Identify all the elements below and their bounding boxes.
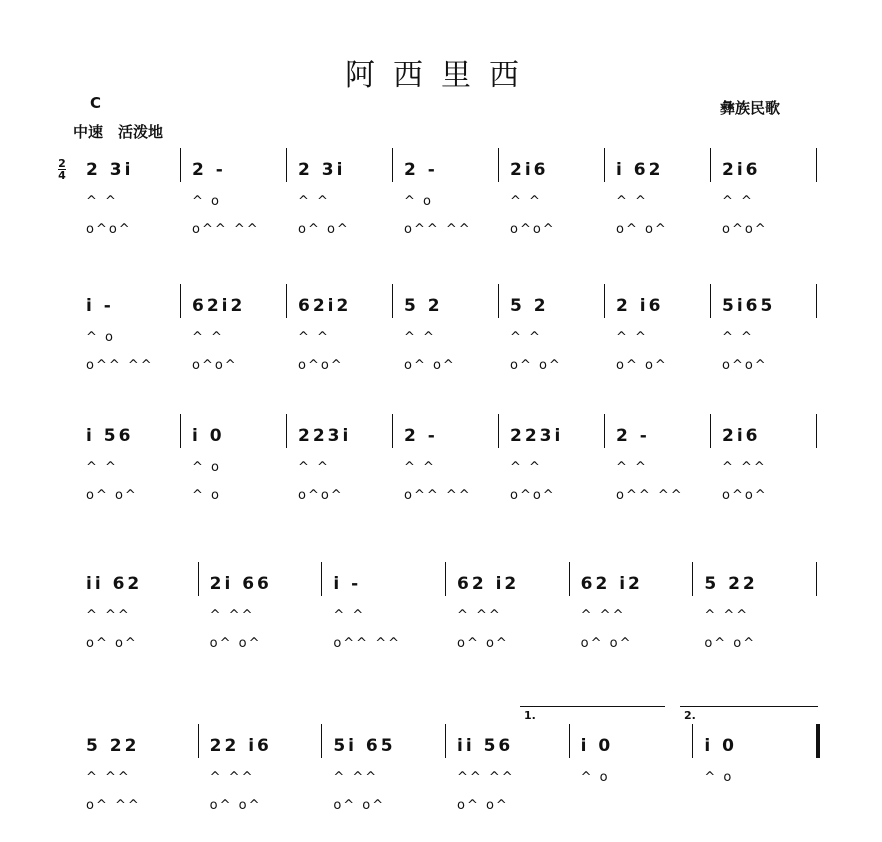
score-system [0, 296, 882, 376]
volta-label: 1. [524, 709, 536, 722]
measure-notes: 2i6 [510, 160, 549, 180]
articulation-row: ^ o [192, 194, 221, 209]
measure-notes: 2 - [616, 426, 650, 446]
barline [498, 414, 499, 448]
articulation-row: ^ ^^ [333, 770, 379, 785]
time-signature [58, 158, 66, 181]
articulation-row: ^ ^ [192, 330, 224, 345]
articulation-row: ^ ^ [333, 608, 366, 623]
articulation-row: ^ ^^ [209, 770, 255, 785]
barline [604, 284, 605, 318]
volta-label: 2. [684, 709, 696, 722]
time-signature-top: 2 [58, 157, 66, 170]
articulation-row: ^ ^^ [457, 608, 502, 623]
measure-notes: 22 i6 [209, 736, 272, 756]
barline [569, 724, 570, 758]
measure-notes: 2i6 [722, 160, 761, 180]
bowing-row: o^o^ [192, 358, 238, 373]
barline [180, 284, 181, 318]
bowing-row: o^^ ^^ [333, 636, 401, 651]
barline [692, 562, 693, 596]
bowing-row: o^o^ [510, 488, 556, 503]
measure-notes: 2 - [404, 160, 438, 180]
articulation-row: ^ ^ [616, 330, 648, 345]
articulation-row: ^ o [192, 460, 221, 475]
bowing-row: o^o^ [722, 222, 768, 237]
bowing-row: o^^ ^^ [616, 488, 684, 503]
articulation-row: ^ ^ [298, 194, 330, 209]
articulation-row: ^ o [404, 194, 433, 209]
articulation-row: ^ ^^ [580, 608, 626, 623]
articulation-row: ^ ^ [86, 460, 118, 475]
barline [286, 148, 287, 182]
articulation-row: ^ ^ [298, 330, 330, 345]
barline [604, 148, 605, 182]
barline [286, 284, 287, 318]
bowing-row: o^^ ^^ [192, 222, 260, 237]
volta-bracket [680, 706, 818, 721]
measure-notes: 2i6 [722, 426, 761, 446]
measure-notes: 2 - [404, 426, 438, 446]
barline [604, 414, 605, 448]
barline [816, 148, 817, 182]
measure-notes: 5 22 [86, 736, 140, 756]
bowing-row: o^ ^^ [86, 798, 141, 813]
bowing-row: o^^ ^^ [404, 488, 472, 503]
articulation-row: ^ ^^ [86, 770, 131, 785]
measure-notes: i 0 [704, 736, 737, 756]
key-signature: C [90, 94, 102, 112]
barline [321, 562, 322, 596]
bowing-row: o^ o^ [510, 358, 562, 373]
barline [198, 562, 199, 596]
articulation-row: ^ ^^ [722, 460, 767, 475]
articulation-row: ^ ^ [510, 194, 542, 209]
bowing-row: o^ o^ [86, 488, 138, 503]
articulation-row: ^ ^ [722, 194, 754, 209]
articulation-row: ^ ^ [86, 194, 118, 209]
barline [180, 148, 181, 182]
barline [710, 148, 711, 182]
measure-notes: 5 2 [404, 296, 443, 316]
bowing-row: ^ o [192, 488, 221, 503]
volta-bracket [520, 706, 665, 721]
bowing-row: o^ o^ [298, 222, 350, 237]
barline [816, 724, 820, 758]
measure-notes: i 0 [580, 736, 614, 756]
measure-notes: i - [86, 296, 114, 316]
bowing-row: o^o^ [298, 488, 344, 503]
measure-notes: 2 i6 [616, 296, 664, 316]
articulation-row: ^ ^ [722, 330, 754, 345]
measure-notes: 62 i2 [457, 574, 520, 594]
bowing-row: o^o^ [722, 488, 768, 503]
score-system [0, 426, 882, 506]
articulation-row: ^ ^^ [704, 608, 750, 623]
measure-notes: 223i [298, 426, 352, 446]
bowing-row: o^o^ [510, 222, 556, 237]
barline [392, 284, 393, 318]
articulation-row: ^ o [704, 770, 734, 785]
articulation-row: ^ ^ [404, 460, 436, 475]
barline [392, 148, 393, 182]
barline [692, 724, 693, 758]
measure-notes: 5 2 [510, 296, 549, 316]
bowing-row: o^^ ^^ [404, 222, 472, 237]
measure-notes: i 0 [192, 426, 225, 446]
measure-notes: 223i [510, 426, 564, 446]
articulation-row: ^ ^ [616, 460, 648, 475]
bowing-row: o^ o^ [580, 636, 633, 651]
barline [286, 414, 287, 448]
barline [710, 414, 711, 448]
barline [569, 562, 570, 596]
barline [445, 562, 446, 596]
articulation-row: ^ ^ [510, 460, 542, 475]
barline [180, 414, 181, 448]
articulation-row: ^ o [580, 770, 610, 785]
measure-notes: ii 62 [86, 574, 143, 594]
bowing-row: o^ o^ [333, 798, 386, 813]
articulation-row: ^ ^ [510, 330, 542, 345]
bowing-row: o^^ ^^ [86, 358, 154, 373]
articulation-row: ^ ^ [298, 460, 330, 475]
articulation-row: ^ ^ [404, 330, 436, 345]
barline [321, 724, 322, 758]
bowing-row: o^ o^ [616, 358, 668, 373]
barline [816, 414, 817, 448]
barline [498, 284, 499, 318]
bowing-row: o^o^ [722, 358, 768, 373]
composer: 彝族民歌 [719, 99, 780, 117]
measure-notes: 2 3i [298, 160, 346, 180]
score-system [0, 736, 882, 816]
bowing-row: o^o^ [298, 358, 344, 373]
bowing-row: o^ o^ [704, 636, 757, 651]
measure-notes: 2 3i [86, 160, 134, 180]
bowing-row: o^ o^ [209, 798, 262, 813]
tempo-marking: 中速 活泼地 [73, 123, 164, 141]
measure-notes: 62i2 [298, 296, 352, 316]
measure-notes: i 56 [86, 426, 134, 446]
bowing-row: o^ o^ [616, 222, 668, 237]
articulation-row: ^^ ^^ [457, 770, 515, 785]
measure-notes: 62 i2 [580, 574, 643, 594]
measure-notes: 5 22 [704, 574, 758, 594]
barline [816, 284, 817, 318]
barline [392, 414, 393, 448]
score-system [0, 574, 882, 654]
measure-notes: 62i2 [192, 296, 246, 316]
bowing-row: o^ o^ [457, 798, 509, 813]
barline [498, 148, 499, 182]
bowing-row: o^o^ [86, 222, 132, 237]
barline [710, 284, 711, 318]
articulation-row: ^ ^^ [209, 608, 255, 623]
barline [198, 724, 199, 758]
title: 阿西里西 [345, 58, 537, 93]
bowing-row: o^ o^ [86, 636, 138, 651]
bowing-row: o^ o^ [404, 358, 456, 373]
articulation-row: ^ o [86, 330, 115, 345]
barline [816, 562, 817, 596]
measure-notes: i 62 [616, 160, 664, 180]
articulation-row: ^ ^^ [86, 608, 131, 623]
measure-notes: ii 56 [457, 736, 514, 756]
measure-notes: 5i 65 [333, 736, 396, 756]
score-system [0, 157, 882, 240]
bowing-row: o^ o^ [209, 636, 262, 651]
barline [445, 724, 446, 758]
bowing-row: o^ o^ [457, 636, 509, 651]
time-signature-bottom: 4 [58, 169, 66, 182]
measure-notes: i - [333, 574, 362, 594]
articulation-row: ^ ^ [616, 194, 648, 209]
measure-notes: 5i65 [722, 296, 776, 316]
measure-notes: 2i 66 [209, 574, 272, 594]
measure-notes: 2 - [192, 160, 226, 180]
